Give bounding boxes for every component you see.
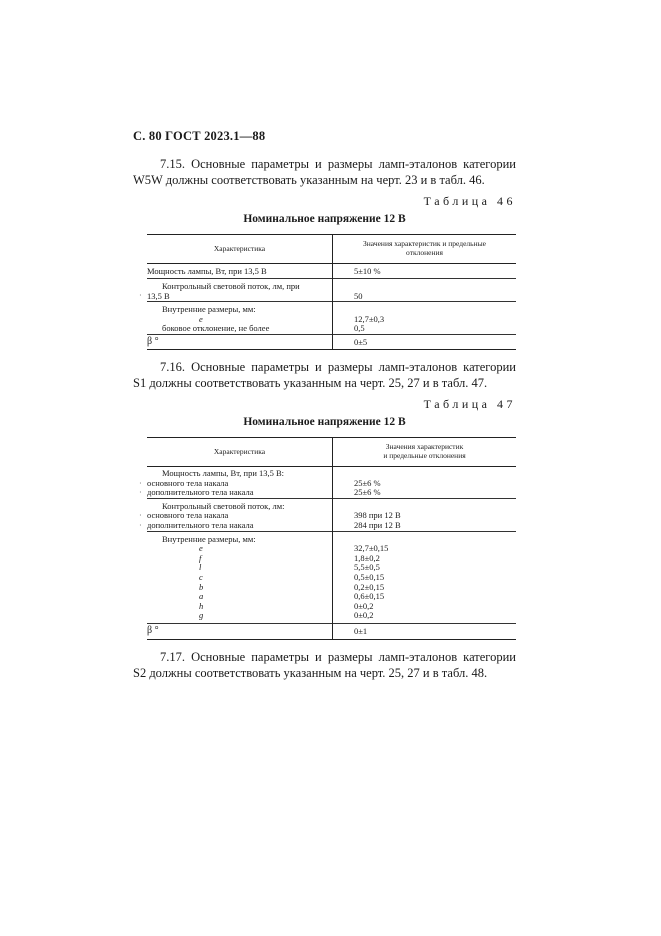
row-value: 0±1 <box>333 623 517 639</box>
table-row <box>147 467 516 499</box>
paragraph-line: 7.17. Основные параметры и размеры ламп-эталонов категории <box>160 650 516 664</box>
table-row <box>147 279 516 302</box>
column-header-characteristic: Характеристика <box>147 235 333 264</box>
row-label: Внутренние размеры, мм: e боковое отклонение, не более <box>147 302 333 335</box>
row-label: β ° <box>147 623 333 639</box>
table-47 <box>147 437 516 640</box>
column-header-values: Значения характеристик и предельные отклонения <box>333 438 517 467</box>
table-47-label: Таблица 47 <box>423 397 516 411</box>
row-value: 5±10 % <box>354 266 381 276</box>
row-label: Внутренние размеры, мм: e f l c b a h g <box>147 531 333 623</box>
table-row <box>147 623 516 639</box>
table-row <box>147 264 516 279</box>
table-46-label: Таблица 46 <box>423 194 516 208</box>
paragraph-line: W5W должны соответствовать указанным на черт. 23 и в табл. 46. <box>133 173 485 187</box>
table-header-row <box>147 235 516 264</box>
row-label: Контрольный световой поток, лм: · основного тела накала · дополнительного тела накала <box>147 498 333 531</box>
row-value: 12,7±0,3 0,5 <box>333 302 517 335</box>
page-header: С. 80 ГОСТ 2023.1—88 <box>133 129 266 143</box>
paragraph-line: 7.16. Основные параметры и размеры ламп-эталонов категории <box>160 360 516 374</box>
row-label: Мощность лампы, Вт, при 13,5 В <box>147 264 333 279</box>
row-value: 50 <box>333 279 517 302</box>
column-header-characteristic: Характеристика <box>147 438 333 467</box>
paragraph-line: S1 должны соответствовать указанным на черт. 25, 27 и в табл. 47. <box>133 376 488 390</box>
column-header-values: Значения характеристик и предельные отклонения <box>333 235 517 264</box>
row-label: β ° <box>147 334 333 349</box>
paragraph-7-17 <box>133 649 516 681</box>
table-row <box>147 531 516 623</box>
table-row <box>147 302 516 335</box>
paragraph-line: 7.15. Основные параметры и размеры ламп-эталонов категории <box>160 157 516 171</box>
table-row <box>147 498 516 531</box>
row-value: 0±5 <box>333 334 517 349</box>
paragraph-7-15 <box>133 156 516 188</box>
table-46-subtitle: Номинальное напряжение 12 В <box>243 213 406 225</box>
table-row <box>147 334 516 349</box>
row-value: 32,7±0,15 1,8±0,2 5,5±0,5 0,5±0,15 0,2±0,15 0,6±0,15 0±0,2 0±0,2 <box>333 531 517 623</box>
table-header-row <box>147 438 516 467</box>
table-47-subtitle: Номинальное напряжение 12 В <box>243 416 406 428</box>
table-46 <box>147 234 516 350</box>
row-value: 398 при 12 В 284 при 12 В <box>333 498 517 531</box>
paragraph-line: S2 должны соответствовать указанным на черт. 25, 27 и в табл. 48. <box>133 666 488 680</box>
paragraph-7-16 <box>133 359 516 391</box>
row-label: Контрольный световой поток, лм, при · 13,5 В <box>147 279 333 302</box>
row-value: 25±6 % 25±6 % <box>354 477 381 498</box>
row-label: Мощность лампы, Вт, при 13,5 В: · основного тела накала · дополнительного тела накала <box>147 467 333 499</box>
